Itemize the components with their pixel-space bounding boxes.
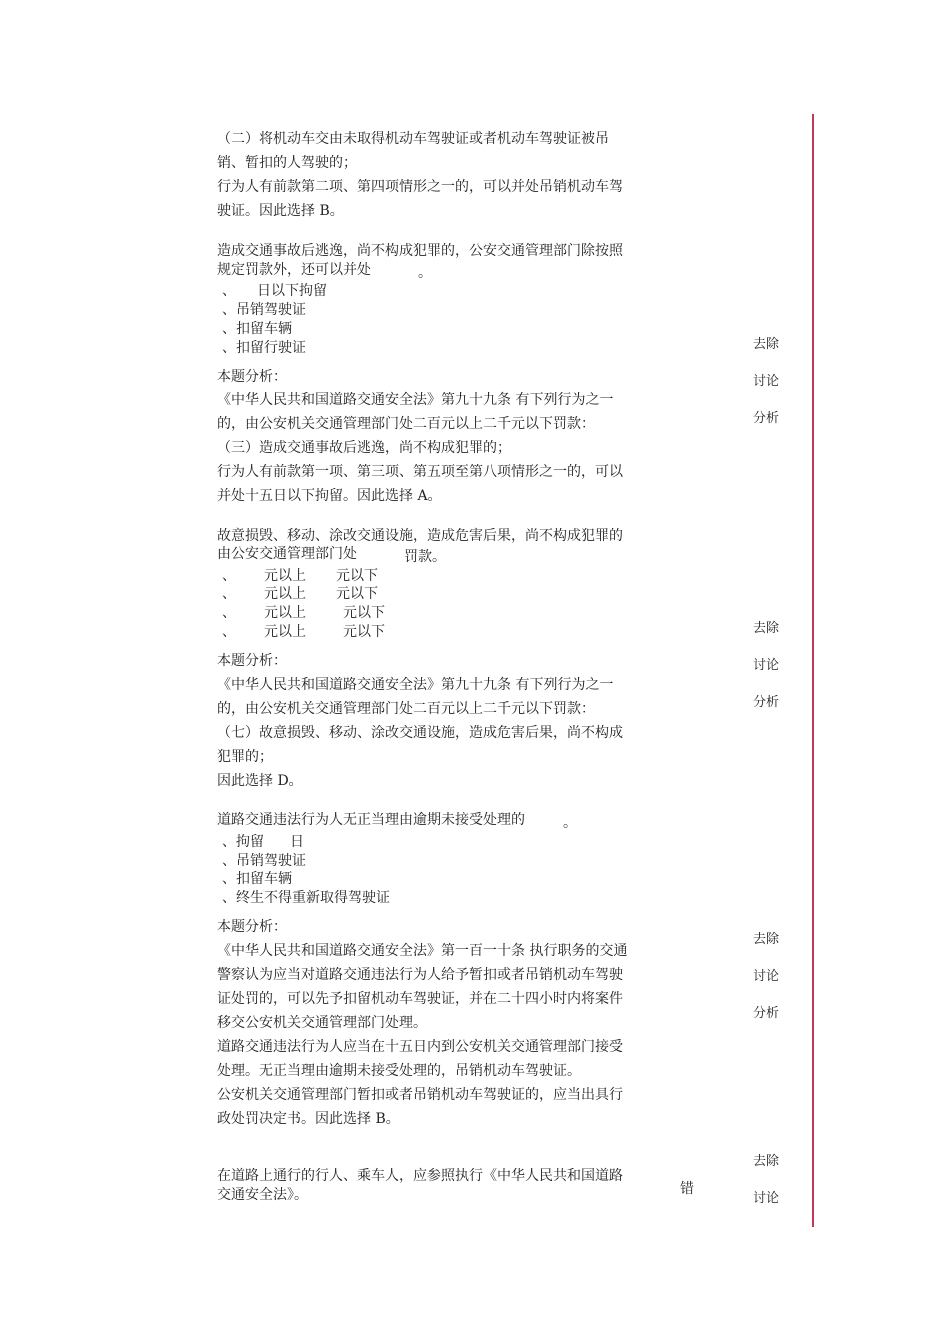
q3-question-end: 。 [563,815,577,831]
q1-question-line-2: 规定罚款外，还可以并处 [217,262,371,278]
q2-discuss-button[interactable]: 讨论 [753,658,780,673]
q0-line-2: 销、暂扣的人驾驶的； [217,155,357,171]
option-text: 、终生不得重新取得驾驶证 [222,890,390,906]
q1-analysis-line-4: 行为人有前款第一项、第三项、第五项至第八项情形之一的，可以 [217,464,623,480]
option-text: 元以上 [264,586,306,602]
q1-analysis-title: 本题分析： [217,369,287,385]
option-text: 、扣留车辆 [222,321,292,337]
q4-question-line-1: 在道路上通行的行人、乘车人，应参照执行《中华人民共和国道路 [217,1168,623,1184]
option-text: 日 [290,834,304,850]
q2-question-line-2: 由公安交通管理部门处 [217,546,357,562]
margin-rule [812,114,814,1227]
q3-analysis-line-7: 公安机关交通管理部门暂扣或者吊销机动车驾驶证的，应当出具行 [217,1087,623,1103]
q0-line-1: （二）将机动车交由未取得机动车驾驶证或者机动车驾驶证被吊 [217,131,609,147]
q1-question-line-1: 造成交通事故后逃逸，尚不构成犯罪的，公安交通管理部门除按照 [217,243,623,259]
q1-analysis-line-5: 并处十五日以下拘留。因此选择 A。 [217,488,442,504]
q1-remove-button[interactable]: 去除 [753,337,780,352]
q3-analysis-line-2: 警察认为应当对道路交通违法行为人给予暂扣或者吊销机动车驾驶 [217,967,623,983]
q2-analysis-line-3: （七）故意损毁、移动、涂改交通设施，造成危害后果，尚不构成 [217,725,623,741]
option-text: 元以上 [264,568,306,584]
option-text: 元以下 [336,568,378,584]
q0-line-3: 行为人有前款第二项、第四项情形之一的，可以并处吊销机动车驾 [217,179,623,195]
q4-remove-button[interactable]: 去除 [753,1154,780,1169]
q2-analysis-line-1: 《中华人民共和国道路交通安全法》第九十九条 有下列行为之一 [217,677,614,693]
option-text: 、吊销驾驶证 [222,853,306,869]
q3-analysis-title: 本题分析： [217,919,287,935]
option-text: 元以上 [264,605,306,621]
q2-analysis-title: 本题分析： [217,653,287,669]
option-text: 元以下 [343,624,385,640]
option-text: 、拘留 [222,834,264,850]
q3-analysis-line-5: 道路交通违法行为人应当在十五日内到公安机关交通管理部门接受 [217,1039,623,1055]
option-marker: 、 [222,605,236,621]
q3-analysis-line-6: 处理。无正当理由逾期未接受处理的，吊销机动车驾驶证。 [217,1063,581,1079]
q1-analysis-line-2: 的，由公安机关交通管理部门处二百元以上二千元以下罚款： [217,416,595,432]
q4-answer: 错 [680,1181,694,1197]
q3-analysis-line-4: 移交公安机关交通管理部门处理。 [217,1015,427,1031]
q2-remove-button[interactable]: 去除 [753,621,780,636]
q3-analysis-line-3: 证处罚的，可以先予扣留机动车驾驶证，并在二十四小时内将案件 [217,991,623,1007]
q2-question-end: 罚款。 [404,549,446,565]
q3-question-line-1: 道路交通违法行为人无正当理由逾期未接受处理的 [217,812,525,828]
q3-analysis-line-1: 《中华人民共和国道路交通安全法》第一百一十条 执行职务的交通 [217,943,628,959]
q0-line-4: 驶证。因此选择 B。 [217,203,344,219]
option-text: 元以下 [336,586,378,602]
option-marker: 、 [222,586,236,602]
q4-discuss-button[interactable]: 讨论 [753,1191,780,1206]
q2-question-line-1: 故意损毁、移动、涂改交通设施，造成危害后果，尚不构成犯罪的 [217,528,623,544]
q1-analysis-button[interactable]: 分析 [753,411,780,426]
q3-analysis-button[interactable]: 分析 [753,1006,780,1021]
option-text: 元以上 [264,624,306,640]
q1-analysis-line-3: （三）造成交通事故后逃逸，尚不构成犯罪的； [217,440,511,456]
option-text: 、扣留车辆 [222,871,292,887]
q1-analysis-line-1: 《中华人民共和国道路交通安全法》第九十九条 有下列行为之一 [217,392,614,408]
option-text: 元以下 [343,605,385,621]
q4-question-line-2: 交通安全法》。 [217,1187,308,1203]
option-marker: 、 [222,568,236,584]
q3-remove-button[interactable]: 去除 [753,932,780,947]
option-text: 日以下拘留 [257,283,327,299]
q2-analysis-line-2: 的，由公安机关交通管理部门处二百元以上二千元以下罚款： [217,701,595,717]
q1-question-end: 。 [418,265,432,281]
q3-analysis-line-8: 政处罚决定书。因此选择 B。 [217,1111,400,1127]
q2-analysis-line-4: 犯罪的； [217,749,273,765]
q2-analysis-button[interactable]: 分析 [753,695,780,710]
option-text: 、扣留行驶证 [222,340,306,356]
q1-discuss-button[interactable]: 讨论 [753,374,780,389]
q2-analysis-line-5: 因此选择 D。 [217,773,303,789]
option-marker: 、 [222,283,236,299]
q3-discuss-button[interactable]: 讨论 [753,969,780,984]
option-marker: 、 [222,624,236,640]
option-text: 、吊销驾驶证 [222,302,306,318]
